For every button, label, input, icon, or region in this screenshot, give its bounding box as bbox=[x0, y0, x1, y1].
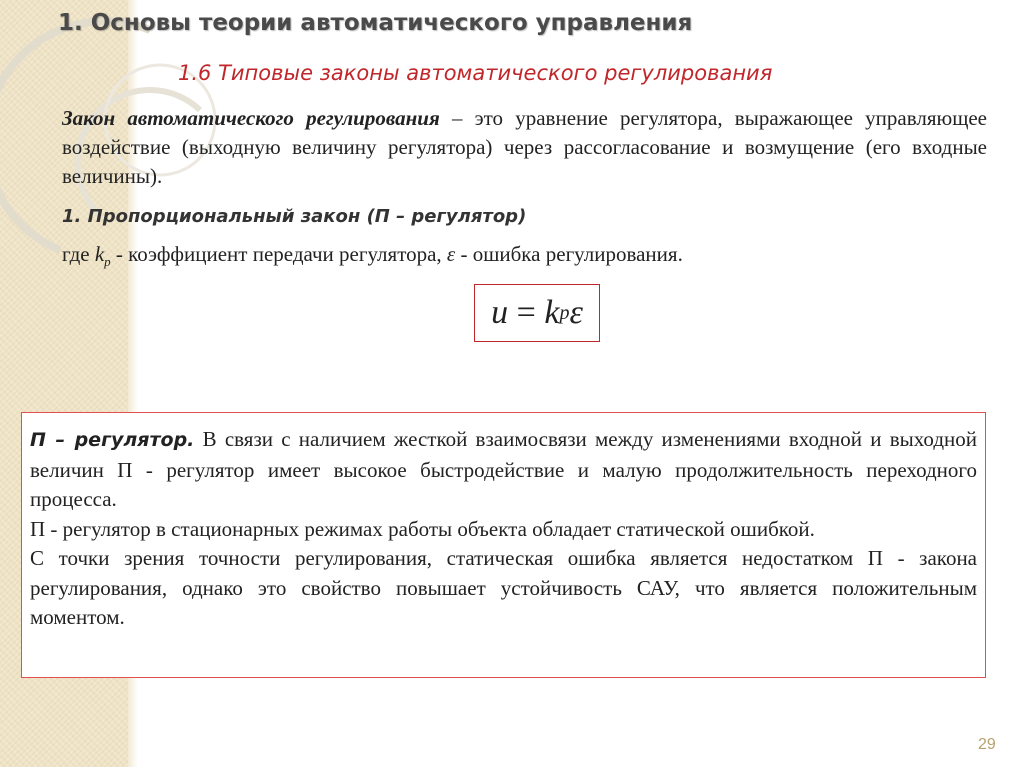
definition-term: Закон автоматического регулирования bbox=[62, 106, 440, 130]
formula-epsilon: ε bbox=[569, 294, 583, 331]
note-paragraph-3: С точки зрения точности регулирования, статическая ошибка является недостатком П - закона регулирования, однако это свойство повышает устойчивость САУ, что является положительным моментом. bbox=[30, 546, 977, 629]
note-text bbox=[30, 425, 977, 633]
definition-text: – это уравнение регулятора, выражающее управляющее воздействие (выходную величину регулятора) через рассогласование и возмущение (его входные величины). bbox=[62, 106, 988, 188]
formula-k-sub: p bbox=[559, 301, 570, 324]
note-p1: В связи с наличием жесткой взаимосвязи между изменениями входной и выходной величин П - регулятор имеет высокое быстродействие и малую продолжительность переходного процесса. bbox=[30, 427, 977, 511]
formula-k: k bbox=[544, 294, 560, 331]
definition-paragraph bbox=[62, 104, 987, 191]
slide-heading: 1. Основы теории автоматического управления bbox=[58, 10, 693, 36]
note-paragraph-2: П - регулятор в стационарных режимах работы объекта обладает статической ошибкой. bbox=[30, 516, 815, 541]
kp-symbol: k bbox=[94, 242, 105, 266]
section-subheading: 1.6 Типовые законы автоматического регулирования bbox=[178, 61, 773, 85]
epsilon-symbol: ε bbox=[446, 242, 456, 266]
where-prefix: где bbox=[62, 242, 95, 266]
law-title: 1. Пропорциональный закон (П – регулятор) bbox=[62, 206, 527, 227]
page-number: 29 bbox=[978, 736, 996, 753]
where-middle: - коэффициент передачи регулятора, bbox=[110, 242, 447, 266]
kp-subscript: p bbox=[104, 254, 111, 270]
variable-explanation bbox=[62, 242, 683, 270]
note-paragraph-1 bbox=[30, 425, 977, 515]
formula-equals: = bbox=[508, 294, 545, 331]
formula-lhs: u bbox=[491, 294, 509, 331]
where-suffix: - ошибка регулирования. bbox=[455, 242, 683, 266]
note-lead: П – регулятор. bbox=[30, 429, 195, 451]
formula-box bbox=[474, 284, 600, 342]
